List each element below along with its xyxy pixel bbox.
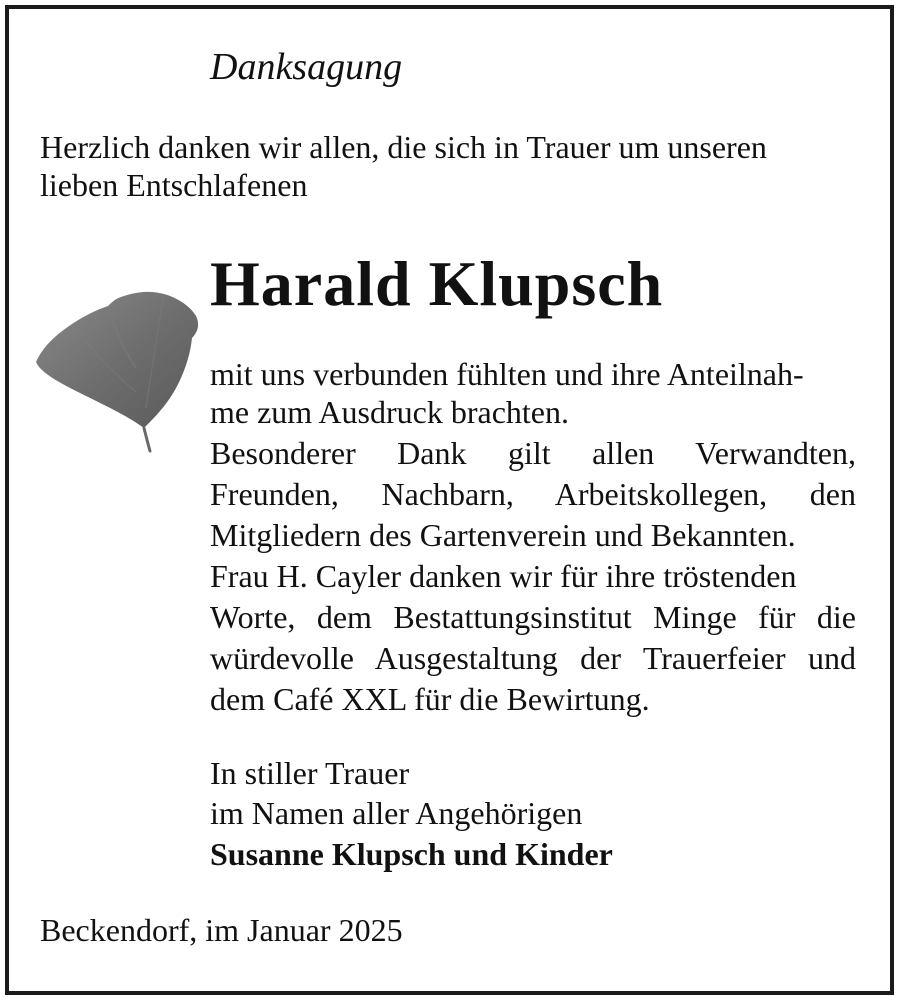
body-line-4: Freunden, Nachbarn, Arbeitskollegen, den	[210, 476, 856, 512]
body-line-9: dem Café XXL für die Bewirtung.	[210, 681, 650, 717]
place-date: Beckendorf, im Januar 2025	[40, 912, 403, 948]
body-line-3: Besonderer Dank gilt allen Verwandten,	[210, 435, 856, 471]
closing-line-2: im Namen aller Angehörigen	[210, 795, 583, 831]
intro-line-2: lieben Entschlafenen	[40, 167, 308, 203]
closing-line-1: In stiller Trauer	[210, 755, 410, 791]
body-line-5: Mitgliedern des Gartenverein und Bekannten.	[210, 517, 796, 553]
body-line-7: Worte, dem Bestattungsinstitut Minge für die	[210, 599, 856, 635]
body-line-1: mit uns verbunden fühlten und ihre Anteilnah-	[210, 356, 804, 392]
deceased-name: Harald Klupsch	[210, 248, 664, 319]
body-line-2: me zum Ausdruck brachten.	[210, 394, 569, 430]
intro-line-1: Herzlich danken wir allen, die sich in Trauer um unseren	[40, 129, 767, 165]
signers: Susanne Klupsch und Kinder	[210, 836, 613, 872]
ginkgo-leaf-icon	[32, 288, 202, 454]
body-line-8: würdevolle Ausgestaltung der Trauerfeier und	[210, 640, 856, 676]
notice-heading: Danksagung	[210, 46, 403, 88]
body-line-6: Frau H. Cayler danken wir für ihre tröstenden	[210, 558, 797, 594]
